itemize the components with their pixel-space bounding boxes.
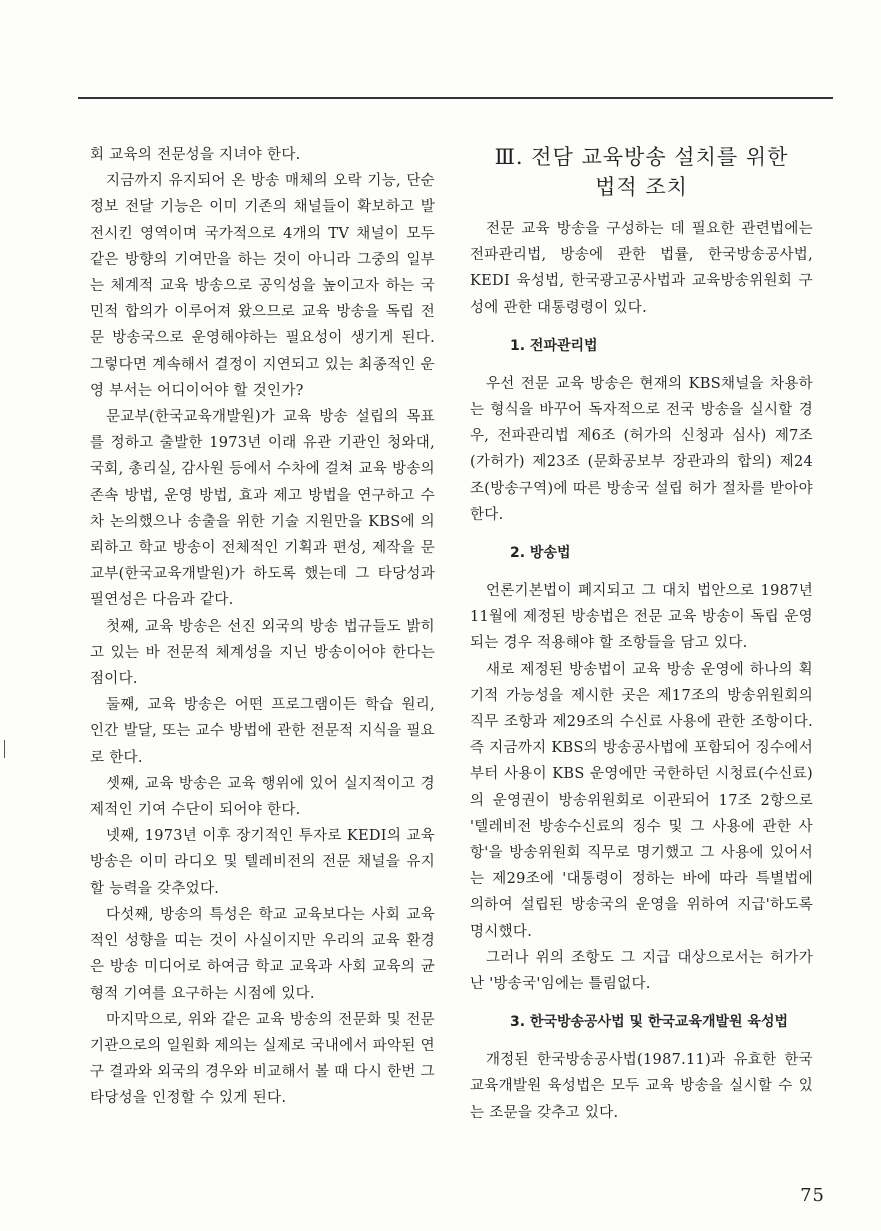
paragraph: 둘째, 교육 방송은 어떤 프로그램이든 학습 원리, 인간 발달, 또는 교수 방법에 관한 전문적 지식을 필요로 한다. <box>90 697 435 766</box>
paragraph: 다섯째, 방송의 특성은 학교 교육보다는 사회 교육적인 성향을 띠는 것이 사실이지만 우리의 교육 환경은 방송 미디어로 하여금 학교 교육과 사회 교육의 균형적 기여를 요구하는 시점에 있다. <box>90 906 435 1002</box>
paragraph: 넷째, 1973년 이후 장기적인 투자로 KEDI의 교육 방송은 이미 라디오 및 텔레비전의 전문 채널을 유지할 능력을 갖추었다. <box>90 828 435 897</box>
paragraph: 회 교육의 전문성을 지녀야 한다. <box>90 147 301 163</box>
paragraph: 첫째, 교육 방송은 선진 외국의 방송 법규들도 밝히고 있는 바 전문적 체계성을 지닌 방송이어야 한다는 점이다. <box>90 618 435 688</box>
subsection-heading: 1. 전파관리법 <box>510 337 598 354</box>
paragraph: 새로 제정된 방송법이 교육 방송 운영에 하나의 획기적 가능성을 제시한 곳은 제17조의 방송위원회의 직무 조항과 제29조의 수신료 사용에 관한 조항이다. 즉 지금까지 KBS의 방송공사법에 포함되어 징수에서부터 사용이 KBS 운영에만 국한하던 시청료(수신료)의 운영권이 방송위원회로 이관되어 17조 2항으로 '텔레비전 방송수신료의 징수 및 그 사용에 관한 사항'을 방송위원회 직무로 명기했고 그 사용에 있어서는 제29조에 '대통령이 정하는 바에 따라 특별법에 의하여 설립된 방송국의 운영을 위하여 지급'하도록 명시했다. <box>470 661 814 940</box>
section-title-line: Ⅲ. 전담 교육방송 설치를 위한 <box>494 145 789 169</box>
paragraph: 셋째, 교육 방송은 교육 행위에 있어 실지적이고 경제적인 기여 수단이 되어야 한다. <box>90 775 435 819</box>
paragraph: 그러나 위의 조항도 그 지급 대상으로서는 허가가 난 '방송국'임에는 틀림없다. <box>470 949 813 993</box>
subsection-heading: 2. 방송법 <box>510 545 571 562</box>
section-title <box>470 142 813 202</box>
header-rule <box>78 97 833 99</box>
paragraph: 마지막으로, 위와 같은 교육 방송의 전문화 및 전문 기관으로의 일원화 제의는 실제로 국내에서 파악된 연구 결과와 외국의 경우와 비교해서 볼 때 다시 한번 그 타당성을 인정할 수 있게 된다. <box>90 1011 435 1107</box>
left-column <box>90 142 435 1112</box>
subsection-heading: 3. 한국방송공사법 및 한국교육개발원 육성법 <box>510 1014 788 1031</box>
paragraph: 지금까지 유지되어 온 방송 매체의 오락 기능, 단순 정보 전달 기능은 이미 기존의 채널들이 확보하고 발전시킨 영역이며 국가적으로 4개의 TV 채널이 모두 같은 방향의 기여만을 하는 것이 아니라 그중의 일부는 체계적 교육 방송으로 공익성을 높이고자 하는 국민적 합의가 이루어져 왔으므로 교육 방송을 독립 전문 방송국으로 운영해야하는 필요성이 생기게 된다. 그렇다면 계속해서 결정이 지연되고 있는 최종적인 운영 부서는 어디이어야 할 것인가? <box>90 173 435 399</box>
section-title-line: 법적 조치 <box>595 175 688 199</box>
paragraph: 문교부(한국교육개발원)가 교육 방송 설립의 목표를 정하고 출발한 1973년 이래 유관 기관인 청와대, 국회, 총리실, 감사원 등에서 수차에 걸쳐 교육 방송의 존속 방법, 운영 방법, 효과 제고 방법을 연구하고 수차 논의했으나 송출을 위한 기술 지원만을 KBS에 의뢰하고 학교 방송이 전체적인 기획과 편성, 제작을 문교부(한국교육개발원)가 하도록 했는데 그 타당성과 필연성은 다음과 같다. <box>90 409 435 609</box>
intro-paragraph: 전문 교육 방송을 구성하는 데 필요한 관련법에는 전파관리법, 방송에 관한 법률, 한국방송공사법, KEDI 육성법, 한국광고공사법과 교육방송위원회 구성에 관한 대통령령이 있다. <box>470 221 813 316</box>
page-number: 75 <box>800 1185 825 1206</box>
margin-mark <box>4 740 5 758</box>
paragraph: 우선 전문 교육 방송은 현재의 KBS채널을 차용하는 형식을 바꾸어 독자적으로 전국 방송을 실시할 경우, 전파관리법 제6조 (허가의 신청과 심사) 제7조 (가허가) 제23조 (문화공보부 장관과의 합의) 제24조(방송구역)에 따른 방송국 설립 허가 절차를 받아야 한다. <box>470 375 813 523</box>
paragraph: 개정된 한국방송공사법(1987.11)과 유효한 한국교육개발원 육성법은 모두 교육 방송을 실시할 수 있는 조문을 갖추고 있다. <box>470 1052 813 1121</box>
paragraph: 언론기본법이 폐지되고 그 대치 법안으로 1987년 11월에 제정된 방송법은 전문 교육 방송이 독립 운영되는 경우 적용해야 할 조항들을 담고 있다. <box>470 583 813 652</box>
right-column <box>470 142 813 1126</box>
